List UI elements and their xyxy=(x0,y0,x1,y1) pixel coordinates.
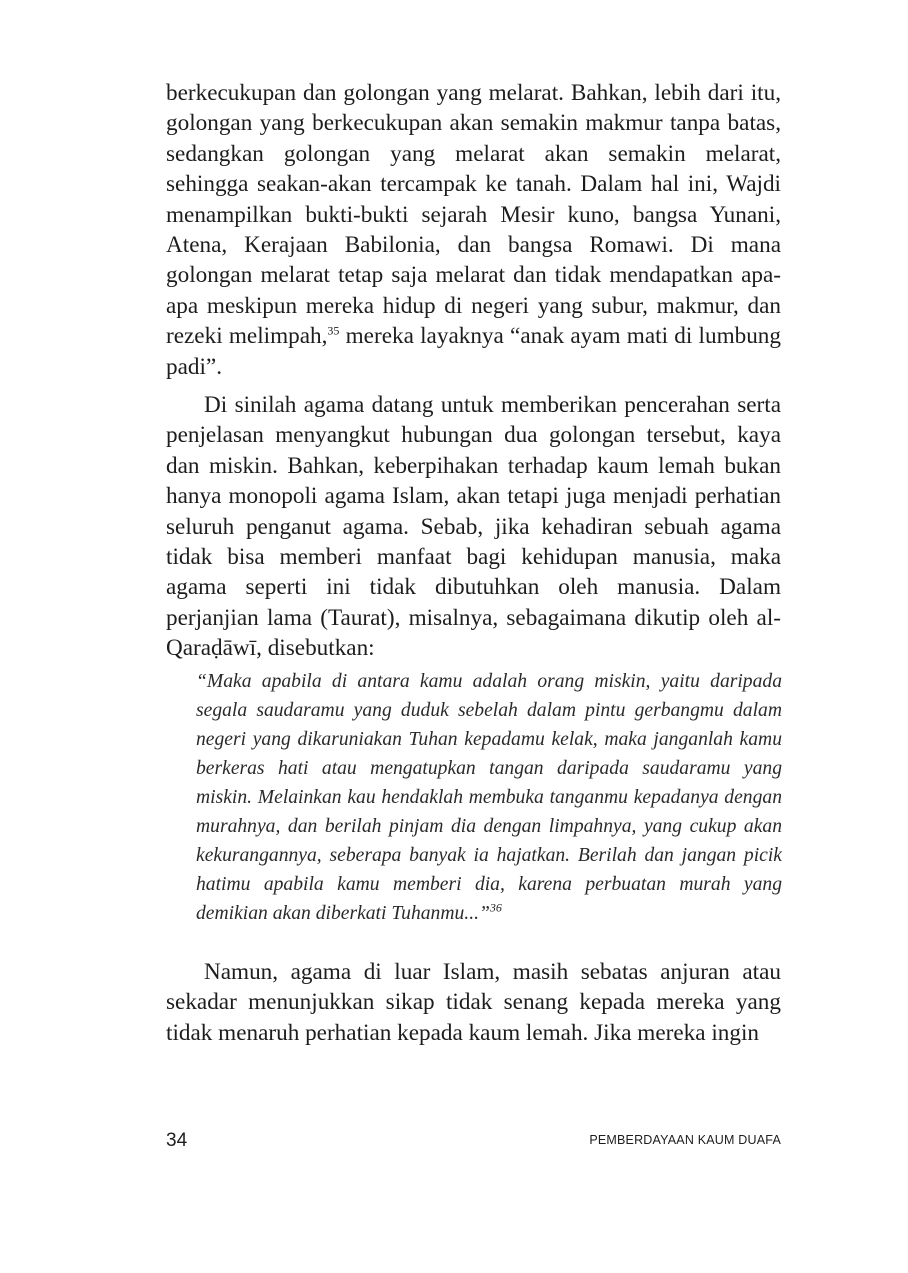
page-number: 34 xyxy=(166,1130,188,1151)
paragraph-2: Di sinilah agama datang untuk memberikan pencerahan serta penjelasan menyangkut hubungan dua golongan tersebut, kaya dan miskin. Bahkan, keberpihakan terhadap kaum lemah bukan hanya monopoli agama Islam, akan tetapi juga menjadi perhatian seluruh penganut agama. Sebab, jika kehadiran sebuah agama tidak bisa memberi manfaat bagi kehidupan manusia, maka agama seperti ini tidak dibutuhkan oleh manusia. Dalam perjanjian lama (Taurat), misalnya, sebagaimana dikutip oleh al-Qaraḍāwī, disebutkan: xyxy=(166,392,781,662)
paragraph-1-text-end: mereka layaknya “anak ayam mati di lumbung padi”. xyxy=(166,323,781,380)
paragraph-1 xyxy=(166,78,781,382)
footnote-ref-36: 36 xyxy=(489,900,502,915)
paragraph-1-text: berkecukupan dan golongan yang melarat. Bahkan, lebih dari itu, golongan yang berkecukupan akan semakin makmur tanpa batas, sedangkan golongan yang melarat akan semakin melarat, sehingga seakan-akan tercampak ke tanah. Dalam hal ini, Wajdi menampilkan bukti-bukti sejarah Mesir kuno, bangsa Yunani, Atena, Kerajaan Babilonia, dan bangsa Romawi. Di mana golongan melarat tetap saja melarat dan tidak mendapatkan apa-apa meskipun mereka hidup di negeri yang subur, makmur, dan rezeki melimpah, xyxy=(166,80,781,350)
page-footer xyxy=(166,1130,781,1154)
paragraph-3: Namun, agama di luar Islam, masih sebatas anjuran atau sekadar menunjukkan sikap tidak senang kepada mereka yang tidak menaruh perhatian kepada kaum lemah. Jika mereka ingin xyxy=(166,959,781,1046)
block-quote-text: “Maka apabila di antara kamu adalah orang miskin, yaitu daripada segala saudaramu yang duduk sebelah dalam pintu gerbangmu dalam negeri yang dikaruniakan Tuhan kepadamu kelak, maka janganlah kamu berkeras hati atau mengatupkan tangan daripada saudaramu yang miskin. Melainkan kau hendaklah membuka tanganmu kepadanya dengan murahnya, dan berilah pinjam dia dengan limpahnya, yang cukup akan kekurangannya, seberapa banyak ia hajatkan. Berilah dan jangan picik hatimu apabila kamu memberi dia, karena perbuatan murah yang demikian akan diberkati Tuhanmu...” xyxy=(196,671,782,924)
running-title: PEMBERDAYAAN KAUM DUAFA xyxy=(589,1133,781,1147)
block-quote xyxy=(196,667,782,928)
footnote-ref-35: 35 xyxy=(327,323,340,338)
